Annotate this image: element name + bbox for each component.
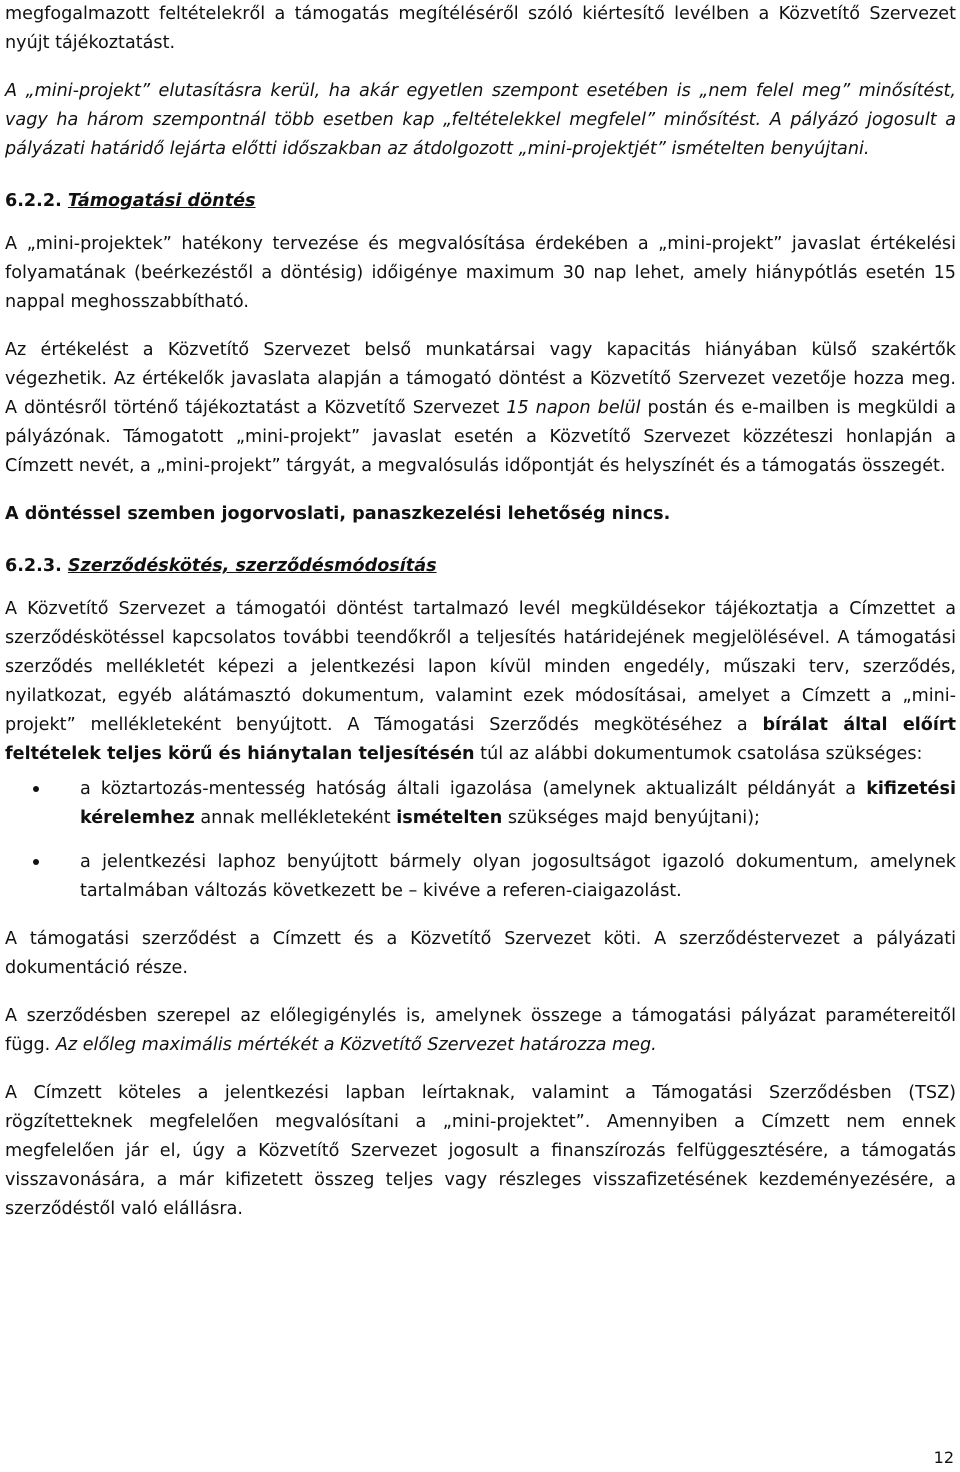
page-number: 12: [933, 1448, 954, 1467]
rejection-text: A „mini-projekt” elutasításra kerül, ha akár egyetlen szempont esetében is „nem felel meg” minősítést, vagy ha három szempontnál több esetben kap „feltételekkel megfelel” minősítést.: [5, 81, 956, 130]
bullet-icon: [33, 859, 39, 865]
list-item-text: szükséges majd benyújtani);: [502, 808, 760, 828]
paragraph-evaluation-time: A „mini-projektek” hatékony tervezése és megvalósítása érdekében a „mini-projekt” javaslat értékelési folyamatának (beérkezéstől a döntésig) időigénye maximum 30 nap lehet, amely hiánypótlás esetén 15 nappal meghosszabbítható.: [5, 234, 956, 312]
paragraph-evaluation: [5, 336, 956, 481]
resubmission-text: A pályázó jogosult a pályázati határidő lejárta előtti időszakban az átdolgozott „mini-projektjét” ismételten benyújtani.: [5, 110, 957, 159]
heading-6-2-3: [5, 552, 956, 581]
paragraph-obligations: A Címzett köteles a jelentkezési lapban leírtaknak, valamint a Támogatási Szerződésben (TSZ) rögzítetteknek megfelelően megvalósítani a „mini-projektet”. Amennyiben a Címzett nem ennek megfelelően jár el, úgy a Közvetítő Szervezet jogosult a finanszírozás felfüggesztésére, a támogatás visszavonására, a már kifizetett összeg teljes vagy részleges visszafizetésének kezdeményezésére, a szerződéstől való elállásra.: [5, 1083, 956, 1219]
list-item: [5, 848, 956, 906]
contract-text: A Közvetítő Szervezet a támogatói döntést tartalmazó levél megküldésekor tájékoztatja a Címzettet a szerződéskötéssel kapcsolatos további teendőkről a teljesítés határidejének megjelölésével. A támogatási szerződés mellékletét képezi a jelentkezési lapon kívül minden engedély, műszaki terv, szerződés, nyilatkozat, egyéb alátámasztó dokumentum, valamint ezek módosításai, amelyet a Címzett a „mini-projekt” mellékleteként benyújtott. A Támogatási Szerződés megkötéséhez a: [5, 599, 956, 735]
paragraph-contract-parties: A támogatási szerződést a Címzett és a Közvetítő Szervezet köti. A szerződéstervezet a pályázati dokumentáció része.: [5, 929, 956, 978]
advance-italic-text: Az előleg maximális mértékét a Közvetítő Szervezet határozza meg.: [55, 1035, 657, 1055]
contract-tail-text: túl az alábbi dokumentumok csatolása szükséges:: [474, 744, 923, 764]
heading-title: Támogatási döntés: [67, 191, 256, 211]
list-item-text: annak mellékleteként: [194, 808, 397, 828]
bullet-icon: [33, 786, 39, 792]
required-documents-list: [5, 775, 956, 906]
notification-text: postán és e-mailben is megküldi a pályázónak. Támogatott „mini-projekt” javaslat esetén a Közvetítő Szervezet közzéteszi honlapján a Címzett nevét, a „mini-projekt” tárgyát, a megvalósulás időpontját és helyszínét és a támogatás összegét.: [5, 398, 956, 476]
list-item-text: a jelentkezési laphoz benyújtott bármely olyan jogosultságot igazoló dokumentum, amelynek tartalmában változás következett be – kivéve a referen-ciaigazolást.: [80, 852, 956, 901]
advance-text: A szerződésben szerepel az előlegigénylés is, amelynek összege a támogatási pályázat paramétereitől függ.: [5, 1006, 956, 1055]
evaluation-text: Az értékelést a Közvetítő Szervezet belső munkatársai vagy kapacitás hiányában külső szakértők végezhetik. Az értékelők javaslata alapján a támogató döntést a Közvetítő Szervezet vezetője hozza meg. A döntésről történő tájékoztatást a Közvetítő Szervezet: [5, 340, 956, 418]
list-item-bold: kifizetési kérelemhez: [80, 779, 956, 828]
deadline-text: 15 napon belül: [506, 398, 641, 418]
paragraph-contract: [5, 595, 956, 769]
paragraph-rejection: [5, 77, 956, 164]
paragraph-advance: [5, 1002, 956, 1060]
document-page: [5, 0, 956, 1224]
paragraph-intro: megfogalmazott feltételekről a támogatás megítéléséről szóló kiértesítő levélben a Közvetítő Szervezet nyújt tájékoztatást.: [5, 4, 956, 53]
heading-number: 6.2.3.: [5, 556, 68, 576]
heading-number: 6.2.2.: [5, 191, 68, 211]
heading-6-2-2: [5, 187, 956, 216]
list-item-bold: ismételten: [396, 808, 503, 828]
heading-title: Szerződéskötés, szerződésmódosítás: [67, 556, 437, 576]
contract-bold-text: bírálat által előírt feltételek teljes körű és hiánytalan teljesítésén: [5, 715, 957, 764]
paragraph-no-remedy: A döntéssel szemben jogorvoslati, panaszkezelési lehetőség nincs.: [5, 504, 671, 524]
list-item: [5, 775, 956, 833]
list-item-text: a köztartozás-mentesség hatóság általi igazolása (amelynek aktualizált példányát a: [80, 779, 867, 799]
